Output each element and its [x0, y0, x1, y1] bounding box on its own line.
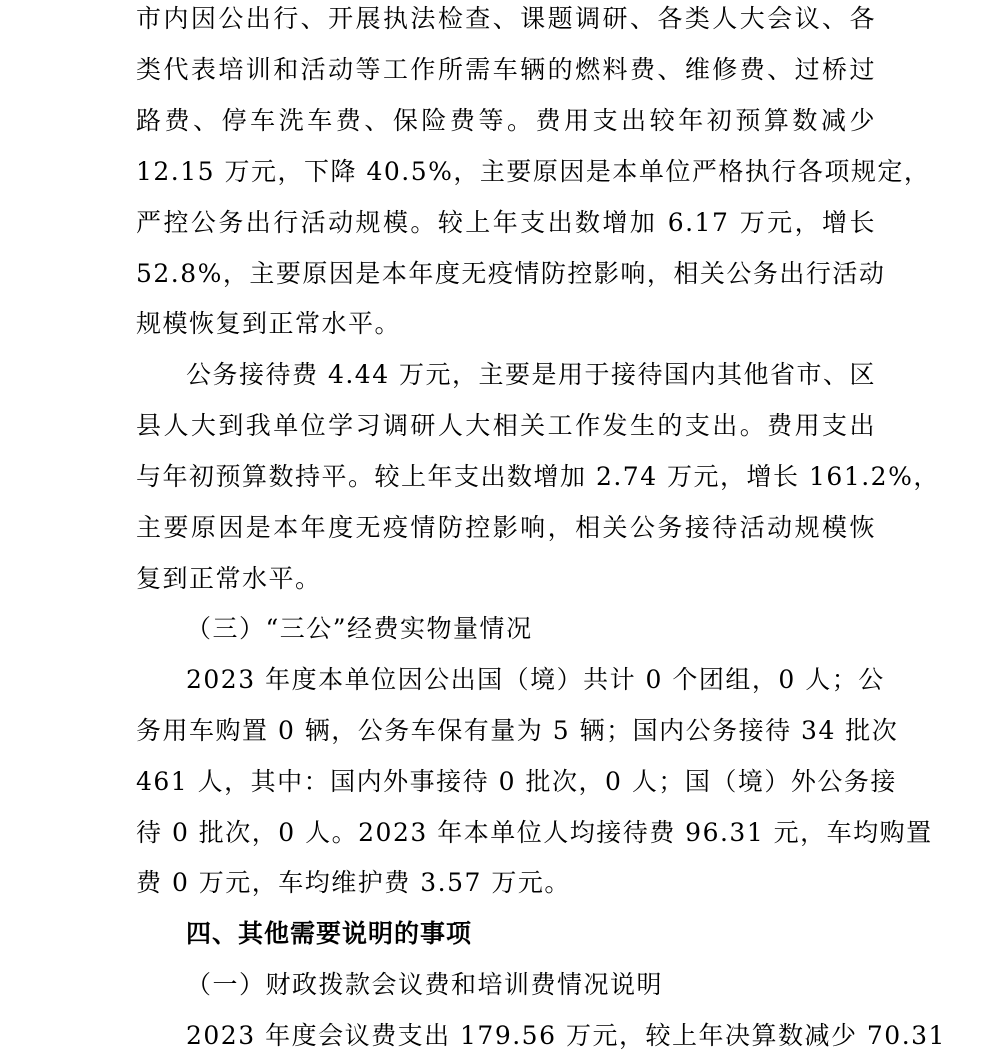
paragraph-line: 务用车购置 0 辆，公务车保有量为 5 辆；国内公务接待 34 批次: [136, 716, 899, 745]
paragraph-line: 类代表培训和活动等工作所需车辆的燃料费、维修费、过桥过: [136, 55, 876, 84]
paragraph-line: 461 人，其中：国内外事接待 0 批次，0 人；国（境）外公务接: [136, 767, 897, 796]
paragraph-line: 52.8%，主要原因是本年度无疫情防控影响，相关公务出行活动: [136, 259, 886, 288]
paragraph-line: 复到正常水平。: [136, 564, 322, 593]
paragraph-line: 待 0 批次，0 人。2023 年本单位人均接待费 96.31 元，车均购置: [136, 818, 933, 847]
paragraph-line: 费 0 万元，车均维护费 3.57 万元。: [136, 868, 571, 897]
paragraph-line: 12.15 万元，下降 40.5%，主要原因是本单位严格执行各项规定，: [136, 157, 931, 186]
subheading-three-public-expenses: （三）“三公”经费实物量情况: [186, 614, 533, 643]
subheading-meeting-training-fees: （一）财政拨款会议费和培训费情况说明: [186, 970, 664, 999]
paragraph-line: 2023 年度会议费支出 179.56 万元，较上年决算数减少 70.31: [186, 1021, 946, 1050]
paragraph-line: 市内因公出行、开展执法检查、课题调研、各类人大会议、各: [136, 4, 876, 33]
paragraph-line: 规模恢复到正常水平。: [136, 309, 402, 338]
paragraph-line: 主要原因是本年度无疫情防控影响，相关公务接待活动规模恢: [136, 513, 876, 542]
paragraph-line: 严控公务出行活动规模。较上年支出数增加 6.17 万元，增长: [136, 208, 876, 237]
paragraph-line: 县人大到我单位学习调研人大相关工作发生的支出。费用支出: [136, 411, 876, 440]
paragraph-line: 与年初预算数持平。较上年支出数增加 2.74 万元，增长 161.2%，: [136, 462, 940, 491]
section-heading-other-matters: 四、其他需要说明的事项: [186, 919, 473, 948]
paragraph-line: 2023 年度本单位因公出国（境）共计 0 个团组，0 人；公: [186, 665, 885, 694]
paragraph-line: 路费、停车洗车费、保险费等。费用支出较年初预算数减少: [136, 106, 876, 135]
paragraph-line: 公务接待费 4.44 万元，主要是用于接待国内其他省市、区: [186, 360, 877, 389]
